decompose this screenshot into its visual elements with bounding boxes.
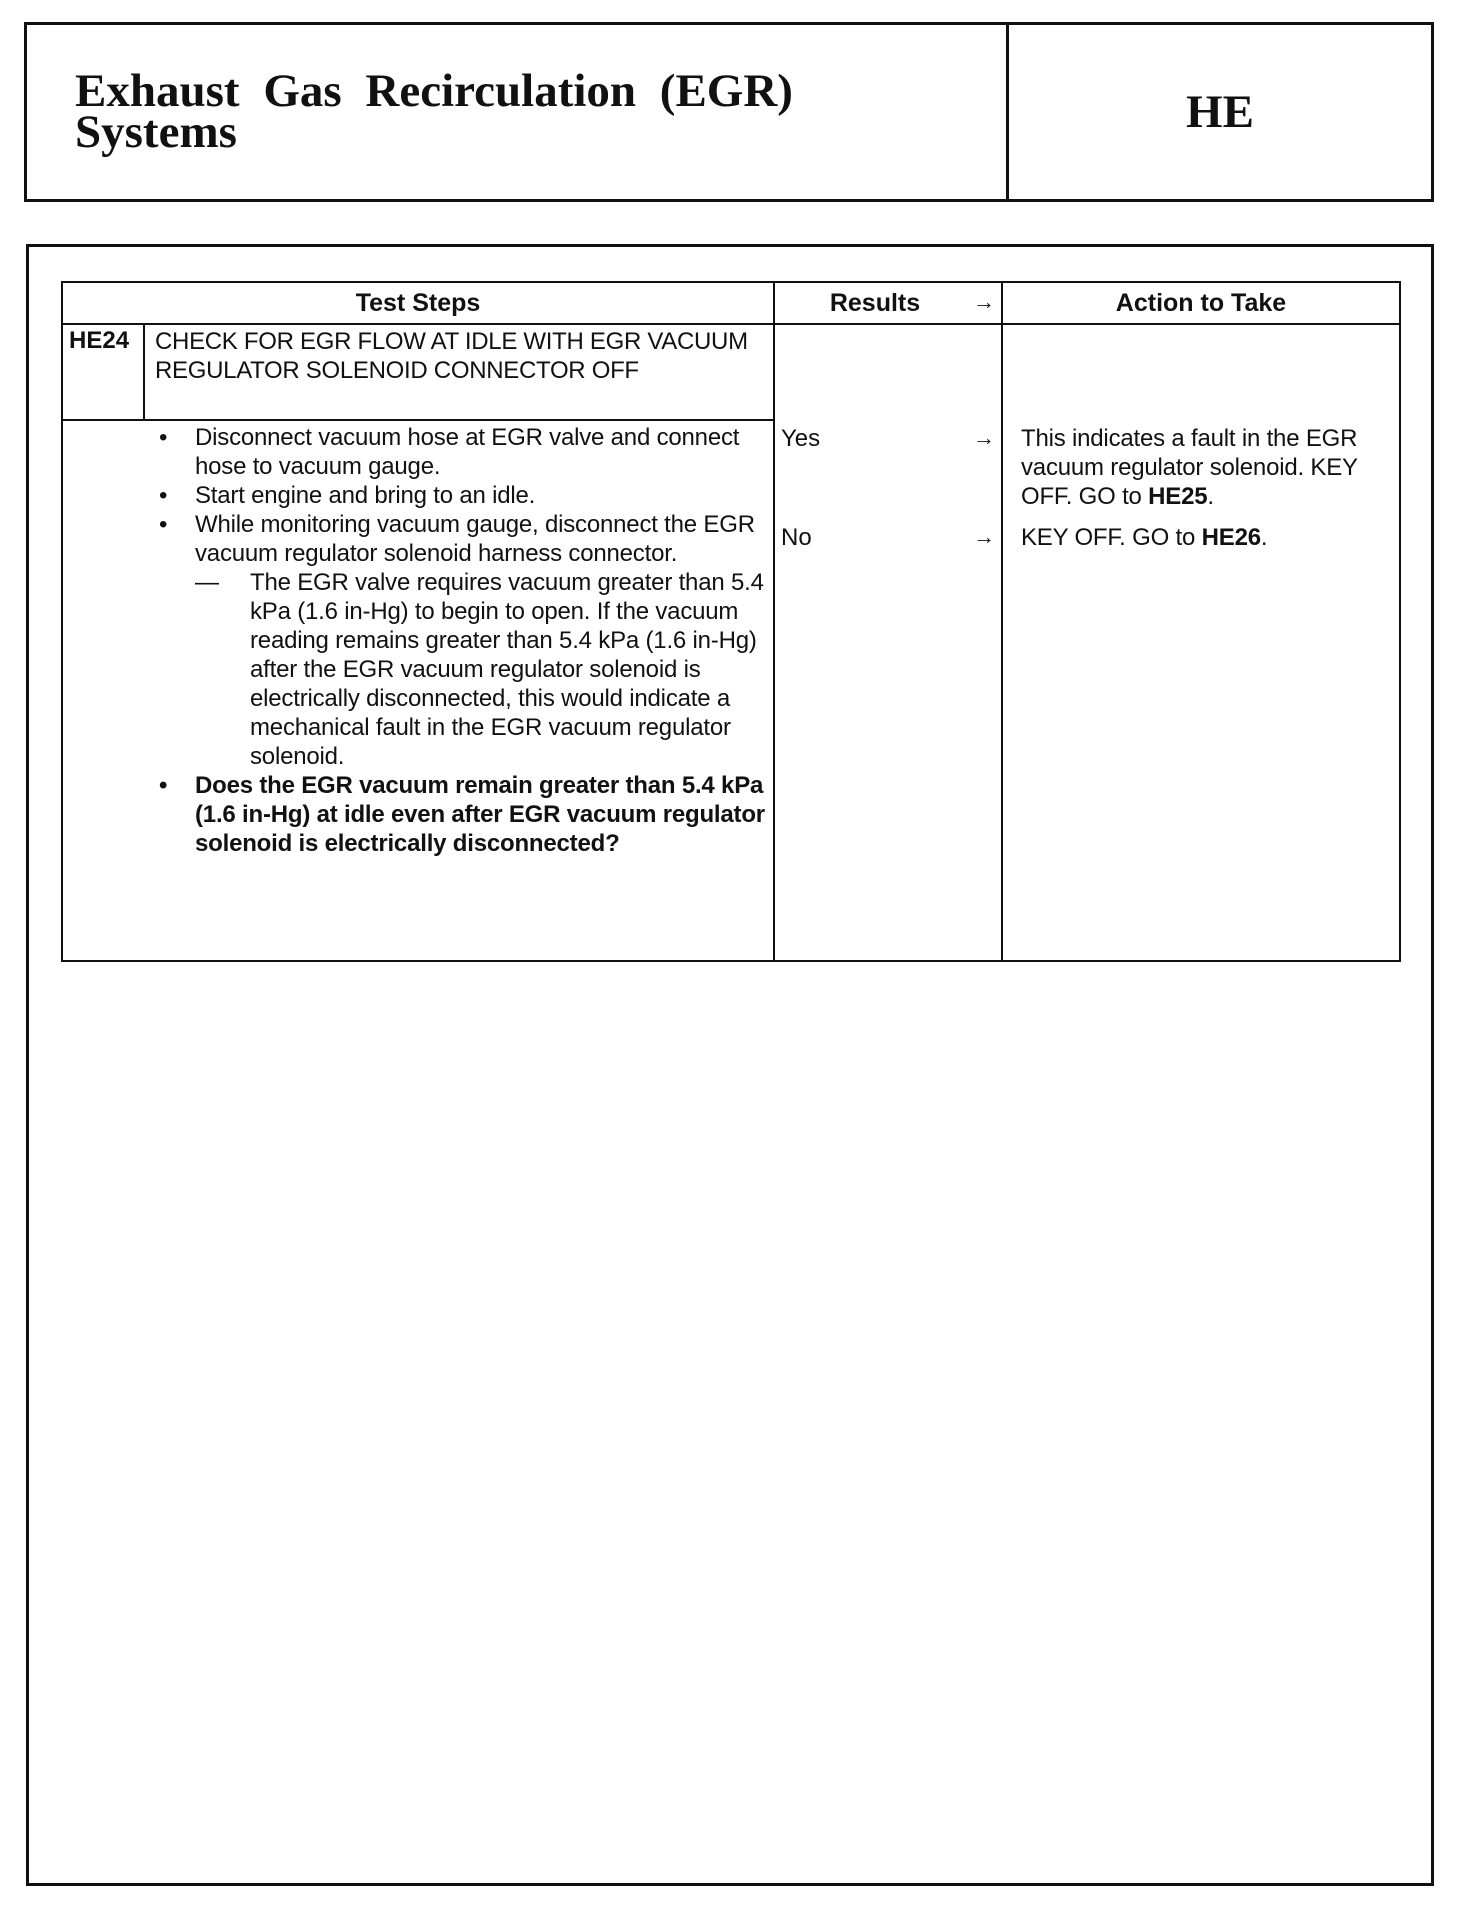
result-no-arrow-icon: → [973,524,995,549]
page-title [27,25,1009,199]
page-title-line-2: Systems [75,106,237,158]
result-yes-arrow-icon: → [973,425,995,450]
content-frame [26,244,1434,1886]
action-no-ref: HE26 [1201,524,1261,551]
action-no: KEY OFF. GO to HE26. [1021,524,1268,551]
code-cell-divider [143,323,145,419]
title-row-divider [63,419,773,421]
header-results: Results [829,289,921,317]
page-title-line-1: Exhaust Gas Recirculation (EGR) [75,65,793,117]
result-no: No [781,524,812,551]
action-yes-ref: HE25 [1148,483,1208,510]
instruction-item: • While monitoring vacuum gauge, disconnect the EGR vacuum regulator solenoid harness connector. [159,511,755,567]
bullet-icon: • [159,424,168,451]
instruction-item: • Start engine and bring to an idle. [159,482,536,509]
section-code: HE [1186,86,1254,138]
bullet-icon: • [159,511,168,538]
column-divider-action [1001,283,1003,960]
action-yes: This indicates a fault in the EGR vacuum regulator solenoid. KEY OFF. GO to HE25. [1021,425,1358,510]
header-row-divider [63,323,1399,325]
header-test-steps: Test Steps [355,289,481,317]
dash-icon: — [195,569,219,596]
test-steps-table [61,281,1401,962]
page-header [24,22,1434,202]
result-yes: Yes [781,425,821,452]
bullet-icon: • [159,772,168,799]
instruction-item: • Disconnect vacuum hose at EGR valve and connect hose to vacuum gauge. [159,424,740,480]
header-arrow-icon: → [973,289,995,314]
step-code: HE24 [69,327,130,354]
test-question: • Does the EGR vacuum remain greater than 5.4 kPa (1.6 in-Hg) at idle even after EGR vacuum regulator solenoid is electrically disconnected? [159,772,765,857]
step-instructions [155,423,765,858]
bullet-icon: • [159,482,168,509]
header-action: Action to Take [1115,289,1287,317]
step-title: CHECK FOR EGR FLOW AT IDLE WITH EGR VACUUM REGULATOR SOLENOID CONNECTOR OFF [155,328,748,384]
instruction-note: — The EGR valve requires vacuum greater than 5.4 kPa (1.6 in-Hg) to begin to open. If the vacuum reading remains greater than 5.4 kPa (1.6 in-Hg) after the EGR vacuum regulator solenoid is electrically disconnected, this would indicate a mechanical fault in the EGR vacuum regulator solenoid. [195,569,764,770]
